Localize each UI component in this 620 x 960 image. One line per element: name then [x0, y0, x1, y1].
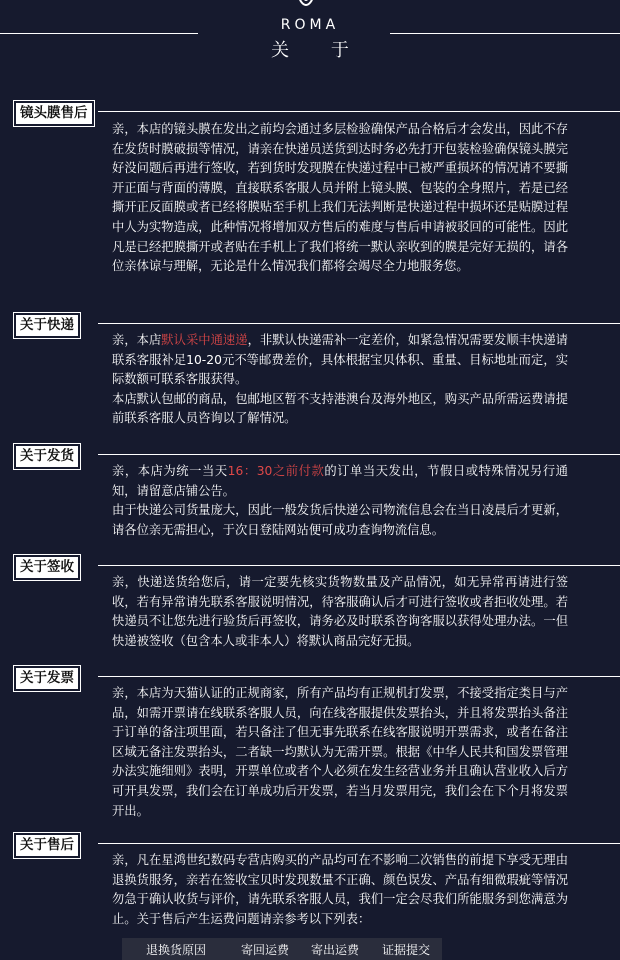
section-divider: [98, 454, 620, 455]
section-text-after-sales: 亲，凡在星鸿世纪数码专营店购买的产品均可在不影响二次销售的前提下享受无理由退换货服务，亲若在签收宝贝时发现数量不正确、颜色误发、产品有细微瑕疵等情况勿急于确认收货与评价，请先联系客服人员，我们一定会尽我们所能服务到您满意为止。关于售后产生运费问题请亲参考以下列表：: [112, 853, 568, 926]
section-text-shipping: 亲，本店为统一当天16：30之前付款的订单当天发出，节假日或特殊情况另行通知，请留意店铺公告。 由于快递公司货量庞大，因此一般发货后快递公司物流信息会在当日凌晨后才更新，请各位亲无需担心，于次日登陆网站便可成功查询物流信息。: [112, 464, 568, 537]
section-label-invoice: 关于发票: [16, 668, 78, 689]
table-header-cell: 寄回运费: [240, 942, 289, 957]
section-divider: [98, 843, 620, 844]
section-text-lens-film: 亲，本店的镜头膜在发出之前均会通过多层检验确保产品合格后才会发出，因此不存在发货时膜破损等情况，请亲在快递员送货到达时务必先打开包装检验确保镜头膜完好没问题后再进行签收，若到货时发现膜在快递过程中已被严重损坏的情况请不要撕开正面与背面的薄膜，直接联系客服人员并附上镜头膜、包装的全身照片，若是已经撕开正反面膜或者已经将膜贴至手机上我们无法判断是快递过程中损坏还是贴膜过程中人为实物造成，此种情况将增加双方售后的难度与售后申请被驳回的可能性。因此凡是已经把膜撕开或者贴在手机上了我们将统一默认亲收到的膜是完好无损的，请各位亲体谅与理解，无论是什么情况我们都将会竭尽全力地服务您。: [112, 122, 568, 274]
section-text-signing: 亲，快递送货给您后，请一定要先核实货物数量及产品情况，如无异常再请进行签收，若有异常请先联系客服说明情况，待客服确认后才可进行签收或者拒收处理。若快递员不让您先进行验货后再签收，请务必及时联系咨询客服以获得处理办法。一但快递被签收（包含本人或非本人）将默认商品完好无损。: [112, 575, 568, 648]
section-label-after-sales: 关于售后: [16, 835, 78, 856]
section-text-invoice: 亲，本店为天猫认证的正规商家，所有产品均有正规机打发票，不接受指定类目与产品，如需开票请在线联系客服人员，向在线客服提供发票抬头，并且将发票抬头备注于订单的备注项里面，若只备注了但无事先联系在线客服说明开票需求，或者在备注区域无备注发票抬头，二者缺一均默认为无需开票。根据《中华人民共和国发票管理办法实施细则》表明，开票单位或者个人必须在发生经营业务并且确认营业收入后方可开具发票，我们会在订单成功后开发票，若当月发票用完，我们会在下个月将发票开出。: [112, 686, 568, 818]
section-divider: [98, 111, 620, 112]
brand-name: ROMA: [280, 17, 340, 33]
page-title: 关 于: [271, 40, 367, 61]
highlight-text: 默认采中通速递: [161, 333, 248, 347]
table-header-cell: 退换货原因: [145, 942, 206, 957]
header-divider-right: [390, 33, 620, 34]
roma-logo-icon: [296, 0, 316, 8]
highlight-text: 16：30之前付款: [227, 464, 325, 478]
section-divider: [98, 676, 620, 677]
section-label-shipping: 关于发货: [16, 446, 78, 467]
table-header-cell: 寄出运费: [310, 942, 359, 957]
section-label-signing: 关于签收: [16, 557, 78, 578]
section-divider: [98, 323, 620, 324]
section-divider: [98, 565, 620, 566]
section-label-delivery: 关于快递: [16, 315, 78, 336]
section-text-delivery: 亲，本店默认采中通速递，非默认快递需补一定差价，如紧急情况需要发顺丰快递请联系客服补足10-20元不等邮费差价，具体根据宝贝体积、重量、目标地址而定，实际数额可联系客服获得。 本店默认包邮的商品，包邮地区暂不支持港澳台及海外地区，购买产品所需运费请提前联系客服人员咨询以了解情况。: [112, 333, 568, 426]
header-divider-left: [0, 33, 198, 34]
shipping-cost-table-header: [122, 938, 442, 960]
section-label-lens-film: 镜头膜售后: [16, 103, 92, 124]
table-header-cell: 证据提交: [381, 942, 430, 957]
